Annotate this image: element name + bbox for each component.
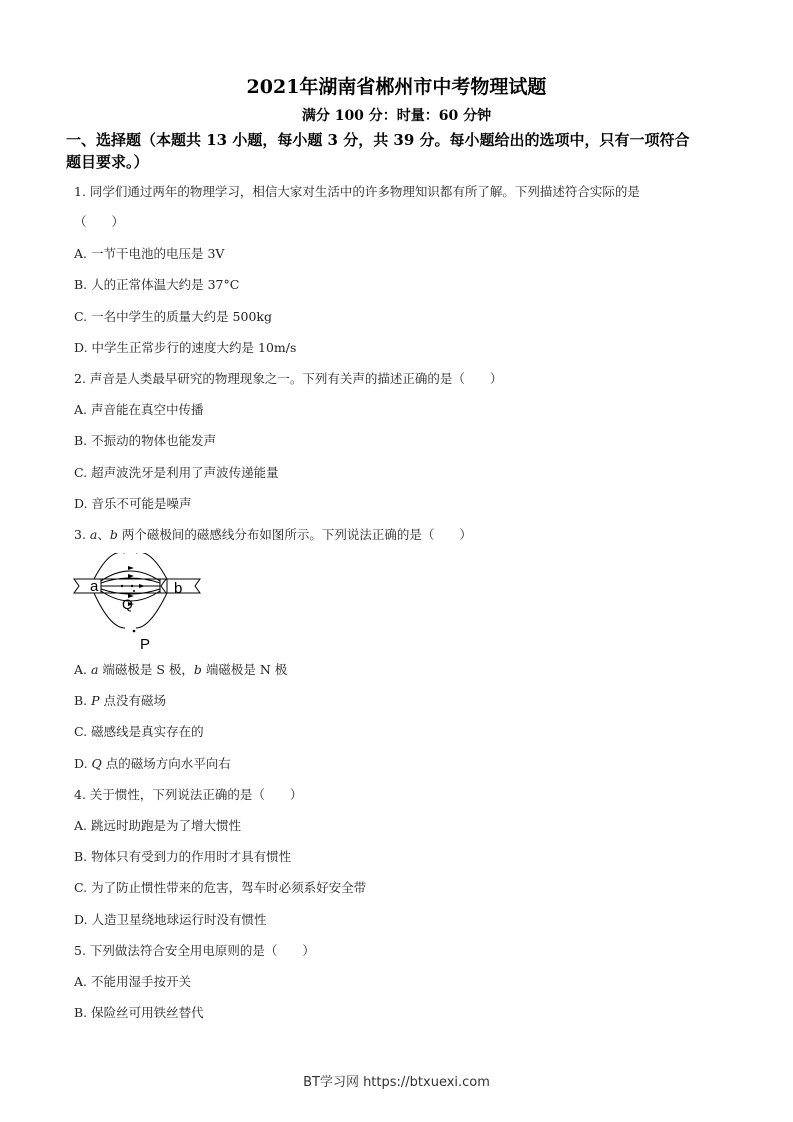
q3-option-d: D. Q 点的磁场方向水平向右 — [74, 756, 231, 771]
q5-option-b: B. 保险丝可用铁丝替代 — [74, 1005, 204, 1020]
section-heading: 一、选择题（本题共 13 小题，每小题 3 分，共 39 分。每小题给出的选项中，只有一项符合 — [66, 131, 690, 149]
q3-option-b: B. P 点没有磁场 — [74, 693, 167, 708]
q4-option-a: A. 跳远时助跑是为了增大惯性 — [74, 818, 241, 833]
q1-option-d: D. 中学生正常步行的速度大约是 10m/s — [74, 340, 297, 355]
q2-option-c: C. 超声波洗牙是利用了声波传递能量 — [74, 465, 279, 480]
q4-option-b: B. 物体只有受到力的作用时才具有惯性 — [74, 849, 292, 864]
question-2-stem: 2. 声音是人类最早研究的物理现象之一。下列有关声的描述正确的是（ ） — [74, 371, 503, 386]
question-1-stem: 1. 同学们通过两年的物理学习，相信大家对生活中的许多物理知识都有所了解。下列描述符合实际的是 — [74, 184, 640, 199]
footer-watermark: BT学习网 https://btxuexi.com — [303, 1075, 490, 1090]
page-title: 2021年湖南省郴州市中考物理试题 — [246, 76, 547, 98]
pole-a-label: a — [90, 578, 99, 595]
q3-option-a: A. a 端磁极是 S 极，b 端磁极是 N 极 — [74, 662, 288, 677]
section-heading-cont: 题目要求。） — [66, 153, 149, 171]
q1-option-a: A. 一节干电池的电压是 3V — [74, 246, 225, 261]
q1-option-b: B. 人的正常体温大约是 37°C — [74, 277, 240, 292]
question-5-stem: 5. 下列做法符合安全用电原则的是（ ） — [74, 943, 315, 958]
q1-option-c: C. 一名中学生的质量大约是 500kg — [74, 309, 272, 324]
q2-option-d: D. 音乐不可能是噪声 — [74, 496, 192, 511]
q3-option-c: C. 磁感线是真实存在的 — [74, 724, 204, 739]
q5-option-a: A. 不能用湿手按开关 — [74, 974, 191, 989]
magnetic-field-figure — [70, 553, 205, 653]
question-3-stem: 3. a、b 两个磁极间的磁感线分布如图所示。下列说法正确的是（ ） — [74, 527, 472, 542]
question-4-stem: 4. 关于惯性，下列说法正确的是（ ） — [74, 787, 303, 802]
point-q-label: Q — [122, 596, 133, 612]
q4-option-c: C. 为了防止惯性带来的危害，驾车时必须系好安全带 — [74, 880, 367, 895]
point-p-label: P — [140, 636, 151, 653]
exam-info: 满分 100 分：时量：60 分钟 — [301, 108, 492, 124]
question-1-blank: （ ） — [74, 214, 125, 229]
q2-option-a: A. 声音能在真空中传播 — [74, 402, 204, 417]
q2-option-b: B. 不振动的物体也能发声 — [74, 433, 217, 448]
q4-option-d: D. 人造卫星绕地球运行时没有惯性 — [74, 912, 267, 927]
pole-b-label: b — [174, 580, 183, 597]
